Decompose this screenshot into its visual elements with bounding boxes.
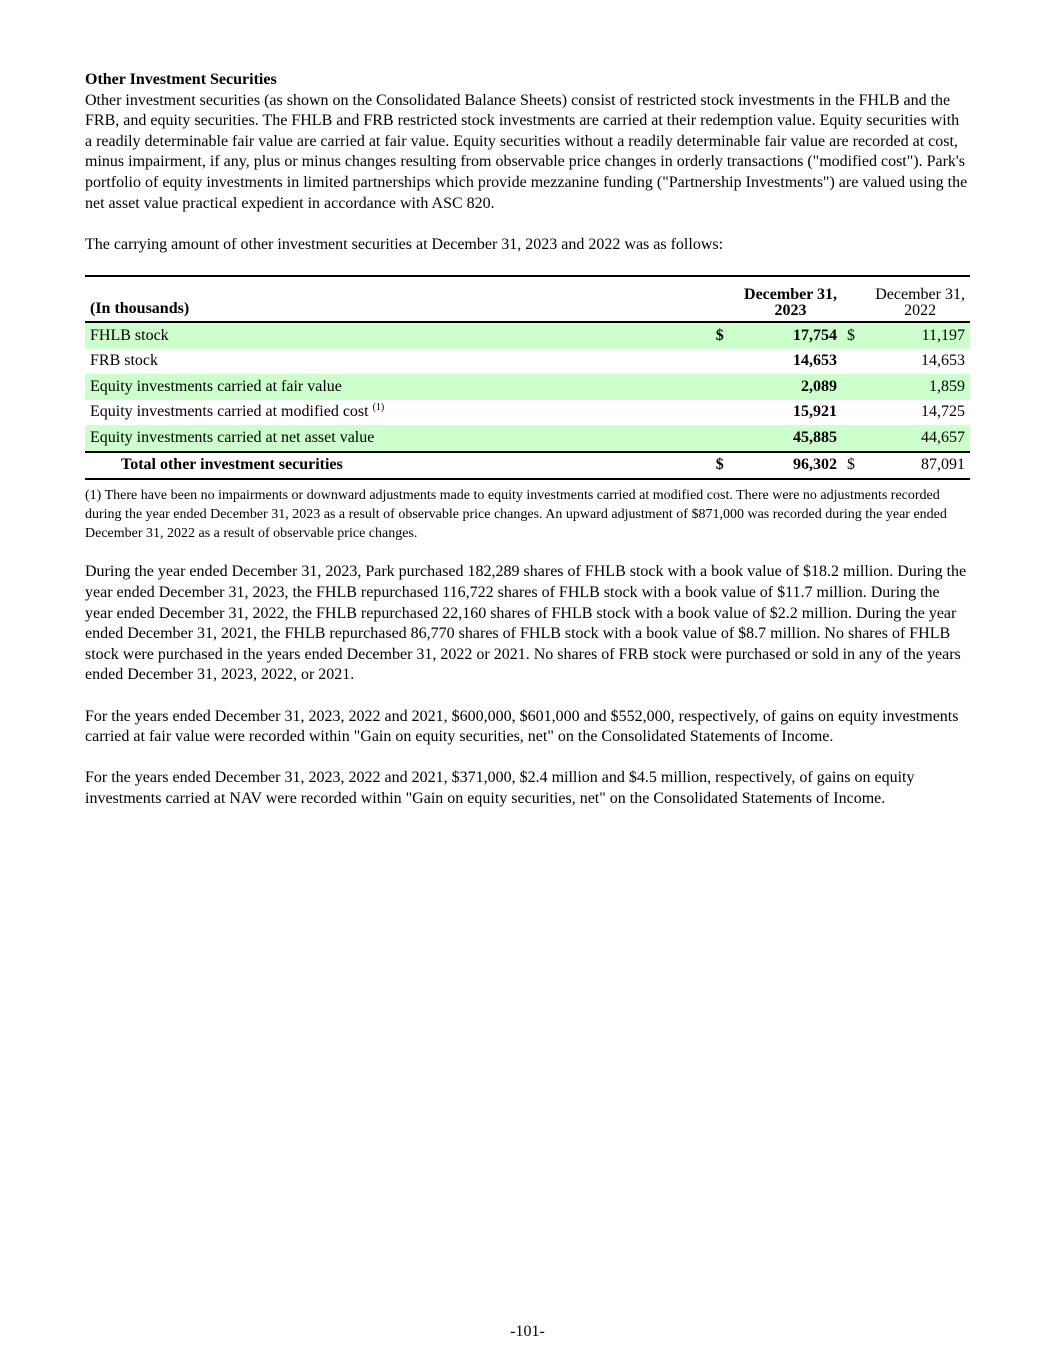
table-intro: The carrying amount of other investment securities at December 31, 2023 and 2022 was as follows: [85, 235, 724, 253]
section-heading: Other Investment Securities [85, 71, 277, 88]
footnote-marker: (1) [372, 402, 385, 414]
fair-value-gains-paragraph: For the years ended December 31, 2023, 2022 and 2021, $600,000, $601,000 and $552,000, respectively, of gains on equity investments carried at fair value were recorded within "Gain on equity securities, net" on the Consolidated Statements of Income. [85, 707, 959, 746]
page-number: -101- [510, 1323, 545, 1340]
investment-securities-table [85, 275, 970, 480]
table-row: FHLB stock $ 17,754 $ 11,197 [85, 322, 970, 349]
document-page [85, 70, 970, 830]
table-row: Equity investments carried at net asset value 45,885 44,657 [85, 425, 970, 452]
fhlb-paragraph: During the year ended December 31, 2023, Park purchased 182,289 shares of FHLB stock with a book value of $18.2 million. During the year ended December 31, 2023, the FHLB repurchased 116,722 shares of FHLB stock with a book value of $11.7 million. During the year ended December 31, 2022, the FHLB repurchased 22,160 shares of FHLB stock with a book value of $2.2 million. During the year ended December 31, 2021, the FHLB repurchased 86,770 shares of FHLB stock with a book value of $8.7 million. No shares of FHLB stock were purchased in the years ended December 31, 2022 or 2021. No shares of FRB stock were purchased or sold in any of the years ended December 31, 2023, 2022, or 2021. [85, 563, 967, 684]
table-row: Equity investments carried at modified cost $^{(1)}$ 15,921 14,725 [90, 402, 965, 421]
intro-paragraph: Other investment securities (as shown on the Consolidated Balance Sheets) consist of restricted stock investments in the FHLB and the FRB, and equity securities. The FHLB and FRB restricted stock investments are carried at their redemption value. Equity securities with a readily determinable fair value are carried at fair value. Equity securities without a readily determinable fair value are recorded at cost, minus impairment, if any, plus or minus changes resulting from observable price changes in orderly transactions ("modified cost"). Park's portfolio of equity investments in limited partnerships which provide mezzanine funding ("Partnership Investments") are valued using the net asset value practical expedient in accordance with ASC 820. [85, 91, 968, 212]
total-row: Total other investment securities $ 96,302 $ 87,091 [85, 452, 970, 480]
table-footnote: (1) There have been no impairments or downward adjustments made to equity investments carried at modified cost. There were no adjustments recorded during the year ended December 31, 2023 as a result of observable price changes. An upward adjustment of $871,000 was recorded during the year ended December 31, 2022 as a result of observable price changes. [85, 488, 947, 542]
table-row: Equity investments carried at fair value 2,089 1,859 [85, 374, 970, 400]
unit-label: (In thousands) [85, 276, 711, 322]
table-row: FRB stock 14,653 14,653 [90, 352, 965, 370]
nav-gains-paragraph: For the years ended December 31, 2023, 2022 and 2021, $371,000, $2.4 million and $4.5 million, respectively, of gains on equity investments carried at NAV were recorded within "Gain on equity securities, net" on the Consolidated Statements of Income. [85, 769, 915, 807]
table-header-row [85, 276, 970, 322]
col-header-2023: December 31, 2023 [739, 276, 842, 322]
col-header-2022: December 31, 2022 [870, 276, 970, 322]
